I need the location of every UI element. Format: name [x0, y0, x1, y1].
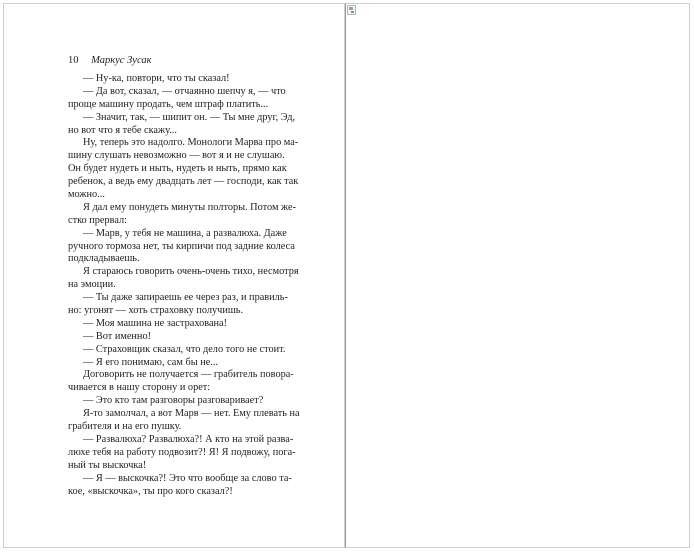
text-line: ручного тормоза нет, ты кирпичи под задние колеса [68, 240, 295, 252]
broken-image-icon [347, 5, 356, 15]
text-line: кое, «выскочка», ты про кого сказал?! [68, 485, 233, 497]
text-line: — Я его понимаю, сам бы не... [83, 356, 219, 368]
page-number: 10 [68, 55, 79, 66]
text-line: — Марв, у тебя не машина, а развалюха. Даже [83, 227, 287, 239]
text-line: Я стараюсь говорить очень-очень тихо, несмотря [83, 266, 299, 278]
text-line: Договорить не получается — грабитель повора- [83, 369, 294, 381]
text-line: шину слушать невозможно — вот я и не слушаю. [68, 150, 285, 162]
text-line: — Моя машина не застрахована! [83, 317, 228, 329]
left-page [3, 3, 345, 548]
text-line: но вот что я тебе скажу... [68, 124, 177, 136]
running-head [68, 55, 152, 66]
text-line: ный ты выскочка! [68, 459, 147, 471]
text-line: проще машину продать, чем штраф платить... [68, 98, 269, 110]
text-line: Я-то замолчал, а вот Марв — нет. Ему плевать на [83, 408, 300, 420]
body-text [68, 73, 316, 498]
text-line: подкладываешь. [68, 253, 140, 265]
text-line: Ну, теперь это надолго. Монологи Марва про ма- [83, 137, 299, 149]
text-line: Он будет нудеть и ныть, нудеть и ныть, прямо как [68, 163, 287, 175]
text-line: — Вот именно! [83, 330, 152, 342]
author-name: Маркус Зусак [91, 55, 152, 66]
text-line: — Ты даже запираешь ее через раз, и правиль- [83, 292, 288, 304]
text-line: грабителя и на его пушку. [68, 421, 182, 433]
text-line: стко прервал: [68, 214, 128, 226]
text-line: люхе тебя на работу подвозит?! Я! Я подвожу, пога- [68, 446, 296, 458]
text-line: — Это кто там разговоры разговаривает? [83, 395, 264, 407]
text-line: ребенок, а ведь ему двадцать лет — господи, как так [68, 176, 299, 188]
text-line: но: угонят — хоть страховку получишь. [68, 305, 244, 317]
text-line: на эмоции. [68, 279, 116, 291]
text-line: — Значит, так, — шипит он. — Ты мне друг, Эд, [83, 111, 296, 123]
text-line: Я дал ему понудеть минуты полторы. Потом же- [83, 201, 297, 213]
text-line: можно... [68, 189, 105, 201]
text-line: — Развалюха? Развалюха?! А кто на этой разва- [83, 433, 294, 445]
text-line: чивается в нашу сторону и орет: [68, 382, 211, 394]
text-line: — Страховщик сказал, что дело того не стоит. [83, 343, 286, 355]
text-line: — Ну-ка, повтори, что ты сказал! [83, 73, 230, 84]
text-line: — Я — выскочка?! Это что вообще за слово та- [83, 472, 292, 484]
text-line: — Да вот, сказал, — отчаянно шепчу я, — что [83, 85, 286, 97]
right-page [345, 3, 690, 548]
